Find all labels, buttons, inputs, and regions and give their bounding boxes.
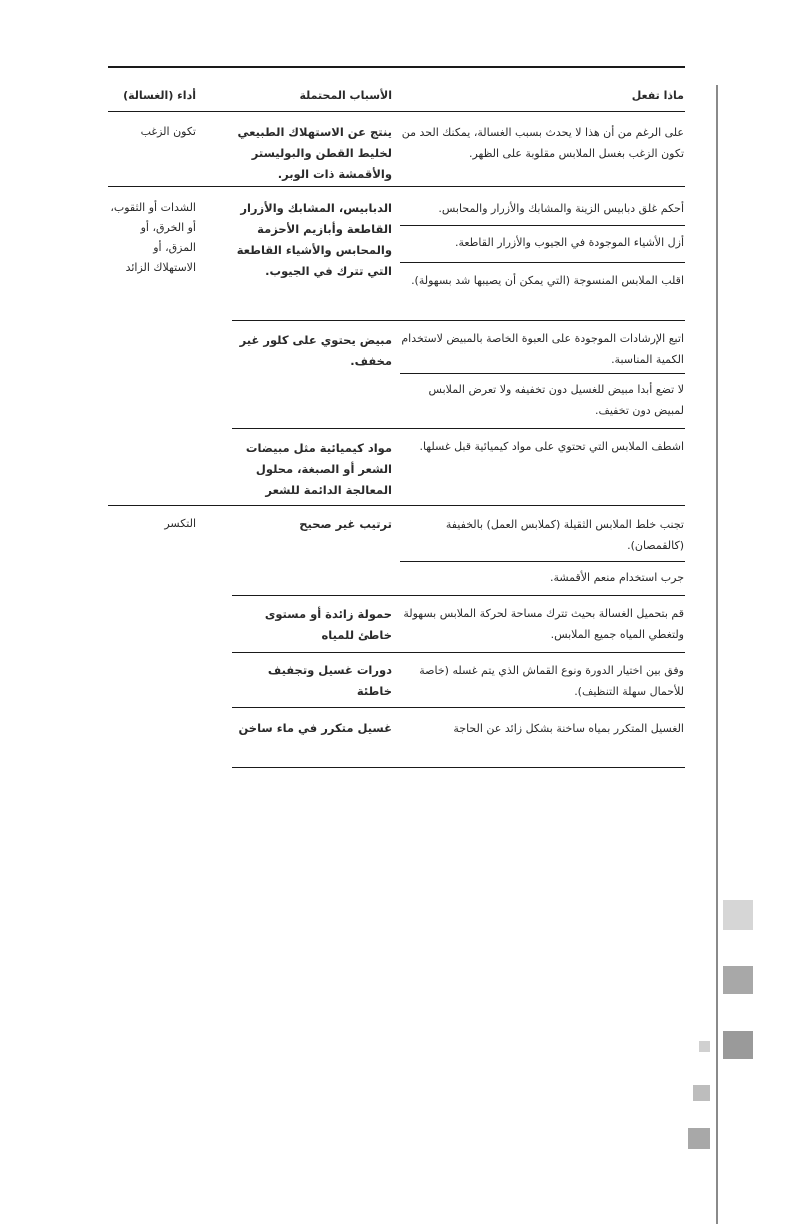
cause-rule (232, 652, 685, 653)
side-tab-marker (723, 1031, 753, 1059)
action-empty-pockets: أزل الأشياء الموجودة في الجيوب والأزرار القاطعة. (454, 236, 684, 249)
cause-rule (232, 428, 685, 429)
cause-rule (232, 707, 685, 708)
action-rinse-chemicals: اشطف الملابس التي تحتوي على مواد كيميائية قبل غسلها. (419, 440, 684, 453)
cause-hair-chemicals: مواد كيميائية مثل مبيضات الشعر أو الصبغة، محلول المعالجة الدائمة للشعر (245, 441, 392, 497)
header-action: ماذا تفعل (631, 89, 684, 102)
header-causes: الأسباب المحتملة (299, 89, 392, 102)
cause-overload: حمولة زائدة أو مستوى خاطئ للمياه (264, 607, 392, 642)
performance-snags: الشدات أو الثقوب، أو الخرق، أو المزق، أو الاستهلاك الزائد (110, 201, 196, 274)
action-rule (400, 262, 685, 263)
cause-pins-buttons: الدبابيس، المشابك والأزرار القاطعة وأبازيم الأحزمة والمحابس والأشياء القاطعة التي تترك في الجيوب. (236, 201, 392, 278)
page-marker-large (688, 1128, 710, 1149)
cause-undiluted-bleach: مبيض يحتوي على كلور غير مخفف. (239, 333, 392, 368)
action-separate-heavy-light: تجنب خلط الملابس الثقيلة (كملابس العمل) بالخفيفة (كالقمصان). (445, 518, 684, 552)
group-rule-2 (108, 505, 685, 506)
cause-improper-sorting: ترتيب غير صحيح (299, 517, 392, 531)
action-fabric-softener: جرب استخدام منعم الأقمشة. (549, 571, 684, 584)
action-follow-bleach-directions: اتبع الإرشادات الموجودة على العبوة الخاصة بالمبيض لاستخدام الكمية المناسبة. (401, 332, 684, 366)
cause-hot-water: غسيل متكرر في ماء ساخن (238, 721, 392, 735)
performance-lint: تكون الزغب (140, 125, 196, 138)
performance-pilling: التكسر (164, 517, 196, 530)
action-fasten-pins: أحكم غلق دبابيس الزينة والمشابك والأزرار والمحابس. (438, 202, 684, 215)
action-match-cycle: وفق بين اختيار الدورة ونوع القماش الذي يتم غسله (خاصة للأحمال سهلة التنظيف). (419, 664, 684, 698)
table-top-rule (108, 66, 685, 68)
table-bottom-rule (232, 767, 685, 768)
page-marker-small (699, 1041, 710, 1052)
cause-wrong-cycles: دورات غسيل وتجفيف خاطئة (267, 663, 392, 698)
action-never-undiluted-bleach: لا تضع أبدا مبيض للغسيل دون تخفيفه ولا تعرض الملابس لمبيض دون تخفيف. (428, 383, 684, 417)
cause-natural-wear: ينتج عن الاستهلاك الطبيعي لخليط القطن والبوليستر والأقمشة ذات الوبر. (237, 125, 392, 181)
header-performance: أداء (الغسالة) (123, 89, 196, 102)
action-hot-water: الغسيل المتكرر بمياه ساخنة بشكل زائد عن الحاجة (453, 722, 684, 735)
action-wash-inside-out: على الرغم من أن هذا لا يحدث بسبب الغسالة، يمكنك الحد من تكون الزغب بغسل الملابس مقلوبة على الظهر. (401, 126, 684, 160)
side-tab-marker (723, 900, 753, 930)
group-rule-1 (108, 186, 685, 187)
action-turn-knits: اقلب الملابس المنسوجة (التي يمكن أن يصيبها شد بسهولة). (411, 274, 684, 287)
side-tab-marker (723, 966, 753, 994)
action-rule (400, 225, 685, 226)
cause-rule (232, 595, 685, 596)
action-rule (400, 561, 685, 562)
action-load-properly: قم بتحميل الغسالة بحيث تترك مساحة لحركة الملابس بسهولة ولتغطي المياه جميع الملابس. (403, 607, 684, 641)
margin-line (716, 85, 718, 1224)
header-rule (108, 111, 685, 112)
page-marker-medium (693, 1085, 710, 1101)
action-rule (400, 373, 685, 374)
cause-rule (232, 320, 685, 321)
